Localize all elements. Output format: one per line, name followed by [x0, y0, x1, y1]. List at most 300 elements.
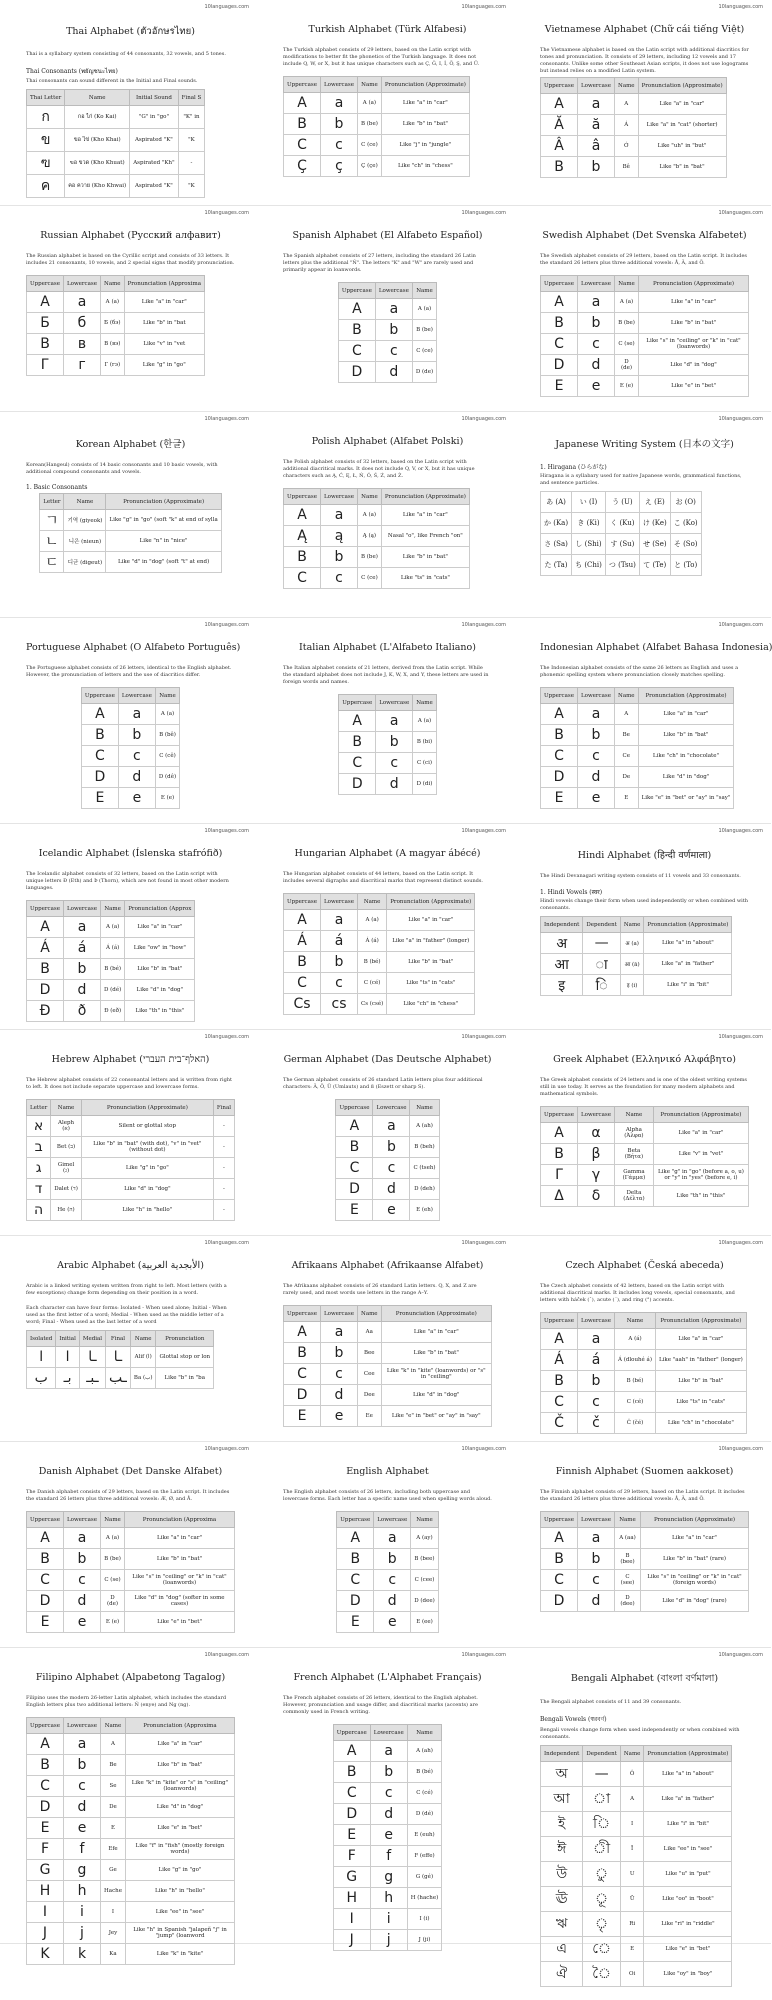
table-cell: Glottal stop or lon	[156, 1347, 214, 1368]
letter-cell: উ	[541, 1862, 583, 1887]
table-cell: I	[101, 1902, 126, 1923]
card-description: The Polish alphabet consists of 32 letters, based on the Latin script with additional diacritical marks. It does not include Q, V, or X, but it has unique characters such as Ą, Ć, Ę, Ł, Ń, Ó, Ś, Ź, and Ż.	[283, 459, 475, 479]
column-header: Name	[155, 688, 179, 704]
letter-cell: a	[321, 93, 358, 114]
letter-cell: Ð	[27, 1001, 64, 1022]
column-header: Name	[620, 917, 644, 933]
table-cell: B (bê)	[155, 725, 179, 746]
table-cell: Ū	[620, 1887, 644, 1912]
table-cell: Like "f" in "fish" (mostly foreign words)	[125, 1839, 234, 1860]
table-cell: Like "ee" in "see"	[125, 1902, 234, 1923]
table-cell: I (i)	[407, 1909, 442, 1930]
site-name: 10languages.com	[718, 1240, 763, 1246]
letter-cell: A	[541, 1329, 578, 1350]
letter-cell: j	[64, 1923, 101, 1944]
letter-cell: অ	[541, 1762, 583, 1787]
table-cell: た (Ta)	[541, 555, 572, 576]
table-row	[27, 1860, 235, 1881]
table-cell: つ (Tsu)	[605, 555, 639, 576]
table-cell: Ee	[358, 1406, 382, 1427]
letter-cell: A	[284, 1322, 321, 1343]
letter-cell: এ	[541, 1937, 583, 1962]
table-cell: Like "b" in "bat"	[387, 952, 475, 973]
table-cell: Like "a" in "car"	[655, 1329, 746, 1350]
table-cell: -	[178, 152, 205, 175]
table-row	[541, 534, 702, 555]
card-description: Filipino uses the modern 26-letter Latin alphabet, which includes the standard English letters plus two additional letters: Ñ (enye) and Ng (ng).	[26, 1695, 227, 1708]
table-row	[27, 129, 205, 152]
table-row	[541, 1528, 749, 1549]
letter-cell: A	[337, 1528, 374, 1549]
card-title: English Alphabet	[346, 1466, 429, 1477]
letter-cell: b	[64, 959, 101, 980]
section-heading: 1. Hindi Vowels (स्वर)	[540, 889, 603, 896]
letter-cell: A	[27, 1734, 64, 1755]
letter-cell: c	[578, 1392, 615, 1413]
table-cell: आ (ā)	[620, 954, 644, 975]
letter-cell: a	[321, 1322, 358, 1343]
table-cell: A (a)	[358, 910, 387, 931]
column-header: Pronunciation (Approximate)	[81, 1100, 213, 1116]
table-header-row	[284, 894, 475, 910]
table-cell: Like "j" in "jungle"	[381, 135, 469, 156]
table-cell: B (be)	[358, 114, 382, 135]
column-header: Uppercase	[541, 1107, 578, 1123]
alphabet-table	[540, 916, 732, 996]
table-row	[27, 152, 205, 175]
letter-cell: f	[64, 1839, 101, 1860]
alphabet-table	[283, 76, 470, 177]
letter-cell: h	[64, 1881, 101, 1902]
letter-cell: c	[64, 1776, 101, 1797]
letter-cell: H	[333, 1888, 370, 1909]
table-cell: D (de)	[101, 1591, 125, 1612]
table-row	[40, 552, 221, 573]
alphabet-table	[336, 1511, 438, 1633]
card-description: The Finnish alphabet consists of 29 letters, based on the Latin script. It includes the standard 26 letters plus three additional vowels: Å, Ä, and Ö.	[540, 1489, 745, 1502]
letter-cell: c	[373, 1158, 410, 1179]
letter-cell: d	[118, 767, 155, 788]
table-row	[27, 313, 205, 334]
letter-cell: ু	[583, 1862, 621, 1887]
table-cell: -	[213, 1179, 234, 1200]
letter-cell: a	[578, 292, 615, 313]
letter-cell: B	[541, 313, 578, 334]
table-cell: Alpha (Άλφα)	[615, 1123, 654, 1144]
letter-cell: B	[337, 1549, 374, 1570]
letter-cell: E	[333, 1825, 370, 1846]
section-heading: 1. Hiragana (ひらがな)	[540, 464, 607, 471]
site-name: 10languages.com	[461, 1446, 506, 1452]
letter-cell: j	[370, 1930, 407, 1951]
letter-cell: č	[578, 1413, 615, 1434]
column-header: Independent	[541, 917, 583, 933]
column-header: Letter	[27, 1100, 51, 1116]
letter-cell: C	[284, 568, 321, 589]
alphabet-card-german-alphabet	[257, 1030, 514, 1236]
letter-cell: Б	[27, 313, 64, 334]
table-header-row	[27, 901, 195, 917]
table-row	[27, 1137, 235, 1158]
letter-cell: b	[321, 114, 358, 135]
table-row	[284, 156, 470, 177]
letter-cell: b	[375, 320, 412, 341]
letter-cell: D	[284, 1385, 321, 1406]
table-row	[541, 94, 727, 115]
letter-cell: A	[338, 299, 375, 320]
table-cell: Like "e" in "bet"	[125, 1818, 234, 1839]
letter-cell: A	[336, 1116, 373, 1137]
letter-cell: J	[333, 1930, 370, 1951]
table-row	[40, 510, 221, 531]
column-header: Uppercase	[541, 688, 578, 704]
letter-cell: ה	[27, 1200, 51, 1221]
card-title: German Alphabet (Das Deutsche Alphabet)	[283, 1054, 492, 1065]
letter-cell: c	[118, 746, 155, 767]
column-header: Lowercase	[374, 1512, 411, 1528]
site-name: 10languages.com	[204, 1240, 249, 1246]
column-header: Uppercase	[81, 688, 118, 704]
alphabet-card-turkish-alphabet	[257, 0, 514, 206]
table-cell: B (be)	[358, 547, 382, 568]
letter-cell: a	[376, 711, 413, 732]
table-cell: Like "g" in "go"	[125, 1860, 234, 1881]
column-header: Name	[101, 1718, 126, 1734]
table-cell: ち (Chi)	[572, 555, 606, 576]
table-cell: A (á)	[615, 1329, 656, 1350]
table-cell: Ba (ب)	[130, 1368, 156, 1389]
column-header: Pronunciation (Approx	[125, 901, 195, 917]
letter-cell: Ç	[284, 156, 321, 177]
letter-cell: e	[370, 1825, 407, 1846]
letter-cell: ী	[583, 1837, 621, 1862]
letter-cell: ঐ	[541, 1962, 583, 1987]
letter-cell: K	[27, 1944, 64, 1965]
letter-cell: Â	[541, 136, 578, 157]
table-row	[541, 1912, 732, 1937]
card-description: The Hungarian alphabet consists of 44 letters, based on the Latin script. It includes several digraphs and diacritical marks that represent distinct sounds.	[283, 871, 484, 884]
table-cell: Like "a" in "about"	[644, 1762, 732, 1787]
table-row	[27, 917, 195, 938]
site-name: 10languages.com	[461, 4, 506, 10]
letter-cell: b	[321, 547, 358, 568]
letter-cell: á	[64, 938, 101, 959]
table-row	[27, 1200, 235, 1221]
card-description: Arabic is a linked writing system written from right to left. Most letters (with a few exceptions) change form depending on their position in a word.	[26, 1283, 227, 1296]
table-row	[284, 526, 470, 547]
table-cell: ขอ ไข่ (Kho Khai)	[65, 129, 130, 152]
section-note: Hiragana is a syllabary used for native Japanese words, grammatical functions, and sentence particles.	[540, 473, 742, 486]
letter-cell: B	[541, 1549, 578, 1570]
table-cell: Bê	[615, 157, 639, 178]
column-header: Uppercase	[27, 276, 64, 292]
table-cell: Like "a" in "car"	[125, 1528, 235, 1549]
letter-cell: a	[321, 910, 358, 931]
site-name: 10languages.com	[204, 210, 249, 216]
letter-cell: B	[336, 1137, 373, 1158]
table-row	[336, 1200, 439, 1221]
letter-cell: e	[118, 788, 155, 809]
column-header: Name	[615, 1313, 656, 1329]
table-cell: Á	[615, 115, 639, 136]
table-row	[333, 1741, 442, 1762]
table-cell: E (e)	[615, 376, 639, 397]
table-row	[541, 704, 734, 725]
alphabet-table	[26, 1511, 235, 1633]
table-row	[27, 106, 205, 129]
table-cell: B (bee)	[411, 1549, 438, 1570]
alphabet-table	[338, 282, 437, 383]
table-row	[27, 1797, 235, 1818]
table-row	[541, 975, 732, 996]
column-header: Pronunciation (Approximate)	[638, 688, 734, 704]
table-cell: Aspirated "K"	[130, 175, 178, 198]
table-row	[284, 973, 475, 994]
table-header-row	[337, 1512, 438, 1528]
table-cell: Aspirated "Kh"	[130, 152, 178, 175]
table-cell: C (ce)	[412, 341, 436, 362]
table-cell: Like "b" in "bat"	[125, 1549, 235, 1570]
column-header: Uppercase	[333, 1725, 370, 1741]
letter-cell: b	[64, 1755, 101, 1776]
letter-cell: b	[373, 1137, 410, 1158]
table-cell: "G" in "go"	[130, 106, 178, 129]
table-cell: Like "ts" in "cats"	[655, 1392, 746, 1413]
table-cell: Like "e" in "bet"	[639, 376, 749, 397]
table-row	[27, 1591, 235, 1612]
card-title: Turkish Alphabet (Türk Alfabesi)	[308, 24, 467, 35]
table-cell: Like "th" in "this"	[125, 1001, 195, 1022]
card-description: The French alphabet consists of 26 letters, identical to the English alphabet. However, pronunciation and usage differ, and diacritical marks (accents) are commonly used in French writing.	[283, 1695, 478, 1715]
table-row	[541, 788, 734, 809]
table-cell: Like "b" in "bat"	[381, 1343, 491, 1364]
column-header: Uppercase	[27, 1718, 64, 1734]
table-row	[333, 1846, 442, 1867]
table-cell: B (be)	[615, 313, 639, 334]
column-header: Pronunciation (Approxima	[125, 1718, 234, 1734]
letter-cell: E	[337, 1612, 374, 1633]
table-cell: Jey	[101, 1923, 126, 1944]
letter-cell: —	[583, 933, 621, 954]
column-header: Pronunciation (Approximate)	[640, 1512, 748, 1528]
table-cell: し (Shi)	[572, 534, 606, 555]
table-cell: く (Ku)	[605, 513, 639, 534]
letter-cell: ـا	[79, 1347, 105, 1368]
column-header: Pronunciation (Approximate)	[644, 1746, 732, 1762]
letter-cell: D	[339, 774, 376, 795]
letter-cell: A	[27, 917, 64, 938]
letter-cell: B	[284, 952, 321, 973]
letter-cell: C	[284, 973, 321, 994]
column-header: Name	[620, 1746, 644, 1762]
letter-cell: В	[27, 334, 64, 355]
table-row	[284, 505, 470, 526]
column-header: Name	[358, 894, 387, 910]
table-cell: Ą (ą)	[358, 526, 382, 547]
table-cell: Like "aah" in "father" (longer)	[655, 1350, 746, 1371]
letter-cell: в	[64, 334, 101, 355]
table-cell: F (effe)	[407, 1846, 442, 1867]
column-header: Uppercase	[284, 77, 321, 93]
table-row	[27, 1734, 235, 1755]
site-name: 10languages.com	[461, 828, 506, 834]
letter-cell: ก	[27, 106, 65, 129]
letter-cell: ð	[64, 1001, 101, 1022]
column-header: Pronunciation (Approximate)	[655, 1313, 746, 1329]
column-header: Uppercase	[27, 1512, 64, 1528]
table-cell: Ớ	[615, 136, 639, 157]
table-row	[27, 1116, 235, 1137]
table-cell: I	[620, 1812, 644, 1837]
letter-cell: ג	[27, 1158, 51, 1179]
alphabet-table	[26, 1330, 214, 1389]
table-cell: Á (á)	[358, 931, 387, 952]
letter-cell: A	[541, 1528, 578, 1549]
table-cell: Like "oy" in "boy"	[644, 1962, 732, 1987]
table-cell: Be	[615, 725, 639, 746]
card-title: Bengali Alphabet (বাংলা বর্ণমালা)	[570, 1673, 719, 1684]
table-cell: Ri	[620, 1912, 644, 1937]
letter-cell: G	[27, 1860, 64, 1881]
letter-cell: f	[370, 1846, 407, 1867]
table-cell: A	[615, 94, 639, 115]
letter-cell: γ	[578, 1165, 615, 1186]
letter-cell: ই	[541, 1812, 583, 1837]
table-cell: А (а)	[101, 292, 125, 313]
alphabet-card-hindi-alphabet	[514, 824, 771, 1030]
letter-cell: a	[321, 505, 358, 526]
alphabet-card-vietnamese-alphabet	[514, 0, 771, 206]
table-cell: A	[615, 704, 639, 725]
letter-cell: а	[64, 292, 101, 313]
table-cell: G (gé)	[407, 1867, 442, 1888]
table-cell: Cs (csé)	[358, 994, 387, 1015]
column-header: Pronunciation (Approximate)	[644, 917, 732, 933]
card-description: The Italian alphabet consists of 21 letters, derived from the Latin script. While the standard alphabet does not include J, K, W, X, and Y, these letters are used in foreign words and names.	[283, 665, 489, 685]
table-cell: Like "a" in "car"	[638, 704, 734, 725]
alphabet-card-polish-alphabet	[257, 412, 514, 618]
table-cell: -	[213, 1158, 234, 1179]
letter-cell: ב	[27, 1137, 51, 1158]
table-cell: E	[615, 788, 639, 809]
letter-cell: अ	[541, 933, 583, 954]
table-cell: Ī	[620, 1837, 644, 1862]
letter-cell: ا	[27, 1347, 56, 1368]
card-description: Thai is a syllabary system consisting of 44 consonants, 32 vowels, and 5 tones.	[26, 51, 226, 57]
table-cell: Ð (eð)	[101, 1001, 125, 1022]
letter-cell: Ă	[541, 115, 578, 136]
table-header-row	[27, 1331, 214, 1347]
table-cell: Like "k" in "kite" or "s" in "ceiling" (loanwords)	[125, 1776, 234, 1797]
column-header: Name	[101, 1512, 125, 1528]
letter-cell: c	[375, 341, 412, 362]
column-header: Lowercase	[578, 78, 615, 94]
column-header: Name	[411, 1512, 438, 1528]
table-row	[333, 1762, 442, 1783]
letter-cell: i	[64, 1902, 101, 1923]
letter-cell: b	[578, 725, 615, 746]
table-cell: -	[213, 1137, 234, 1158]
column-header: Name	[65, 90, 130, 106]
letter-cell: a	[578, 1528, 615, 1549]
letter-cell: C	[541, 746, 578, 767]
table-cell: Aa	[358, 1322, 382, 1343]
table-cell: กอ ไก่ (Ko Kai)	[65, 106, 130, 129]
table-cell: A (a)	[101, 1528, 125, 1549]
letter-cell: B	[284, 1343, 321, 1364]
letter-cell: ç	[321, 156, 358, 177]
letter-cell: a	[578, 1329, 615, 1350]
table-cell: Ô	[620, 1762, 644, 1787]
alphabet-card-finnish-alphabet	[514, 1442, 771, 1648]
table-cell: Like "b" in "bat	[124, 313, 204, 334]
letter-cell: E	[81, 788, 118, 809]
letter-cell: আ	[541, 1787, 583, 1812]
table-header-row	[40, 494, 221, 510]
letter-cell: ـا	[106, 1347, 131, 1368]
table-cell: Like "b" in "ba	[156, 1368, 214, 1389]
table-cell: Beta (Βήτα)	[615, 1144, 654, 1165]
column-header: Initial	[56, 1331, 79, 1347]
column-header: Lowercase	[321, 894, 358, 910]
table-cell: B (bé)	[615, 1371, 656, 1392]
column-header: Uppercase	[337, 1512, 374, 1528]
letter-cell: b	[578, 1371, 615, 1392]
letter-cell: D	[27, 1591, 64, 1612]
card-description: The Hebrew alphabet consists of 22 consonantal letters and is written from right to left. It does not include separate uppercase and lowercase forms.	[26, 1077, 233, 1090]
column-header: Lowercase	[64, 901, 101, 917]
table-cell: Like "d" in "dog" (softer in some cases)	[125, 1591, 235, 1612]
card-description: The Vietnamese alphabet is based on the Latin script with additional diacritics for tones and pronunciation. It consists of 29 letters, including 12 vowels and 17 consonants. Unlike some other Southeast Asian scripts, it does not use logograms but instead relies on a modified Latin system.	[540, 47, 749, 74]
letter-cell: d	[375, 362, 412, 383]
table-cell: B (bé)	[407, 1762, 442, 1783]
column-header: Name	[615, 1107, 654, 1123]
table-row	[27, 1944, 235, 1965]
column-header: Uppercase	[338, 283, 375, 299]
table-cell: C (cé)	[407, 1783, 442, 1804]
site-name: 10languages.com	[461, 1652, 506, 1658]
card-title: Japanese Writing System (日本の文字)	[555, 439, 734, 450]
card-description: The Turkish alphabet consists of 29 letters, based on the Latin script with modifications to better fit the phonetics of the Turkish language. It does not include Q, W, or X, but it has unique characters such as Ç, Ğ, I, İ, Ö, Ş, and Ü.	[283, 47, 480, 67]
card-description: The Icelandic alphabet consists of 32 letters, based on the Latin script with unique letters Ð (Eth) and Þ (Thorn), which are not found in most other modern languages.	[26, 871, 229, 891]
letter-cell: a	[373, 1116, 410, 1137]
letter-cell: —	[583, 1762, 621, 1787]
alphabet-table	[333, 1724, 443, 1951]
column-header: Name	[101, 276, 125, 292]
site-name: 10languages.com	[718, 1652, 763, 1658]
column-header: Final	[106, 1331, 131, 1347]
letter-cell: á	[321, 931, 358, 952]
card-title: Italian Alphabet (L'Alfabeto Italiano)	[299, 642, 476, 653]
table-cell: Like "a" in "car"	[381, 1322, 491, 1343]
column-header: Name	[615, 78, 639, 94]
letter-cell: A	[284, 93, 321, 114]
letter-cell: c	[370, 1783, 407, 1804]
letter-cell: B	[333, 1762, 370, 1783]
card-title: Hungarian Alphabet (A magyar ábécé)	[294, 848, 481, 859]
table-cell: ฃอ ขวด (Kho Khuat)	[65, 152, 130, 175]
table-row	[337, 1591, 438, 1612]
table-row	[541, 292, 749, 313]
card-title: Filipino Alphabet (Alpabetong Tagalog)	[35, 1672, 226, 1683]
table-cell: "K	[178, 175, 205, 198]
table-row	[338, 320, 436, 341]
card-description: The Danish alphabet consists of 29 letters, based on the Latin script. It includes the standard 26 letters plus three additional vowels: Æ, Ø, and Å.	[26, 1489, 230, 1502]
column-header: Pronunciation (Approxima	[124, 276, 204, 292]
table-cell: Like "b" in "bat"	[655, 1371, 746, 1392]
table-cell: इ (i)	[620, 975, 644, 996]
card-title: Hindi Alphabet (हिन्दी वर्णमाला)	[577, 850, 712, 861]
